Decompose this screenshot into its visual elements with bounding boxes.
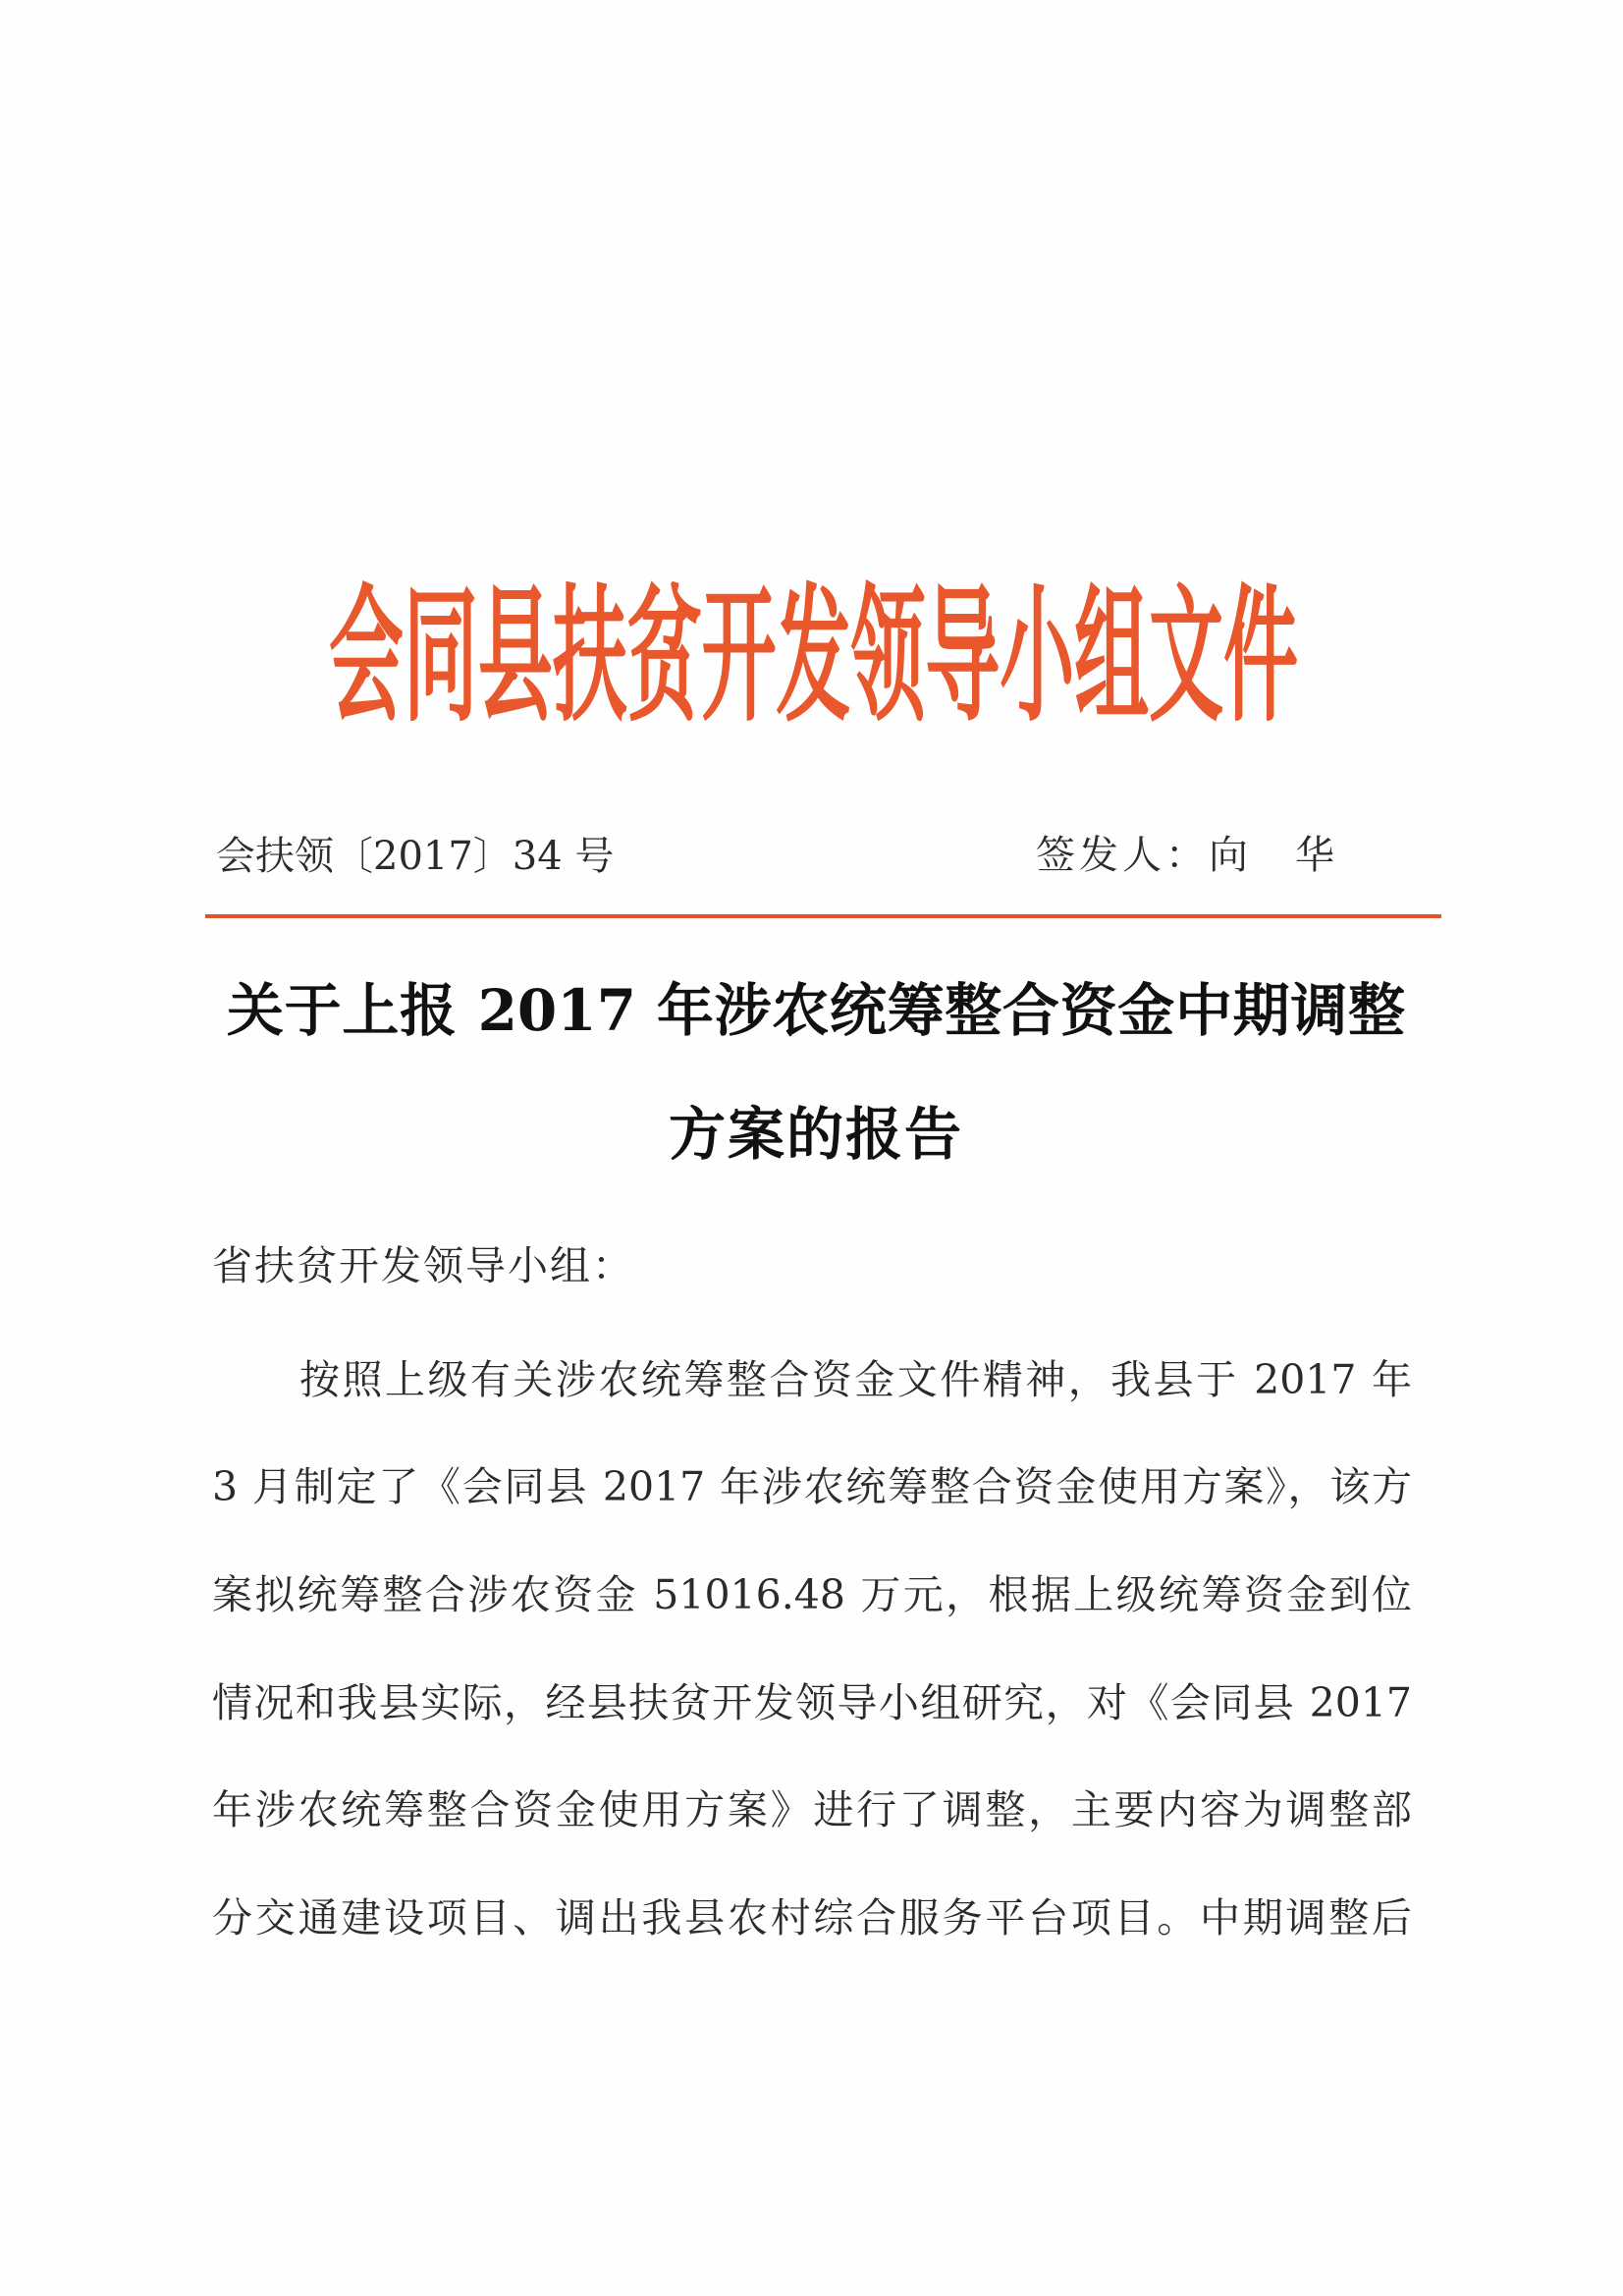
body-line: 年涉农统筹整合资金使用方案》进行了调整，主要内容为调整部 bbox=[212, 1786, 1412, 1833]
masthead-title: 会同县扶贫开发领导小组文件 bbox=[329, 570, 1298, 732]
body-line: 情况和我县实际，经县扶贫开发领导小组研究，对《会同县 2017 bbox=[212, 1679, 1412, 1726]
issuer-name: 向 华 bbox=[1209, 833, 1338, 878]
body-line: 按照上级有关涉农统筹整合资金文件精神，我县于 2017 年 bbox=[299, 1356, 1412, 1403]
red-separator-rule bbox=[205, 914, 1441, 918]
issuer-label: 签发人： bbox=[1036, 833, 1209, 878]
document-title-line-1: 关于上报 2017 年涉农统筹整合资金中期调整 bbox=[227, 977, 1405, 1044]
masthead bbox=[324, 570, 1306, 732]
salutation: 省扶贫开发领导小组： bbox=[212, 1242, 634, 1289]
body-line: 案拟统筹整合涉农资金 51016.48 万元，根据上级统筹资金到位 bbox=[212, 1571, 1412, 1618]
document-title-line-2: 方案的报告 bbox=[668, 1101, 963, 1168]
body-line: 分交通建设项目、调出我县农村综合服务平台项目。中期调整后 bbox=[212, 1894, 1412, 1941]
body-line: 3 月制定了《会同县 2017 年涉农统筹整合资金使用方案》，该方 bbox=[212, 1463, 1412, 1510]
issuer bbox=[1036, 833, 1338, 878]
document-number: 会扶领〔2017〕34 号 bbox=[216, 834, 615, 879]
